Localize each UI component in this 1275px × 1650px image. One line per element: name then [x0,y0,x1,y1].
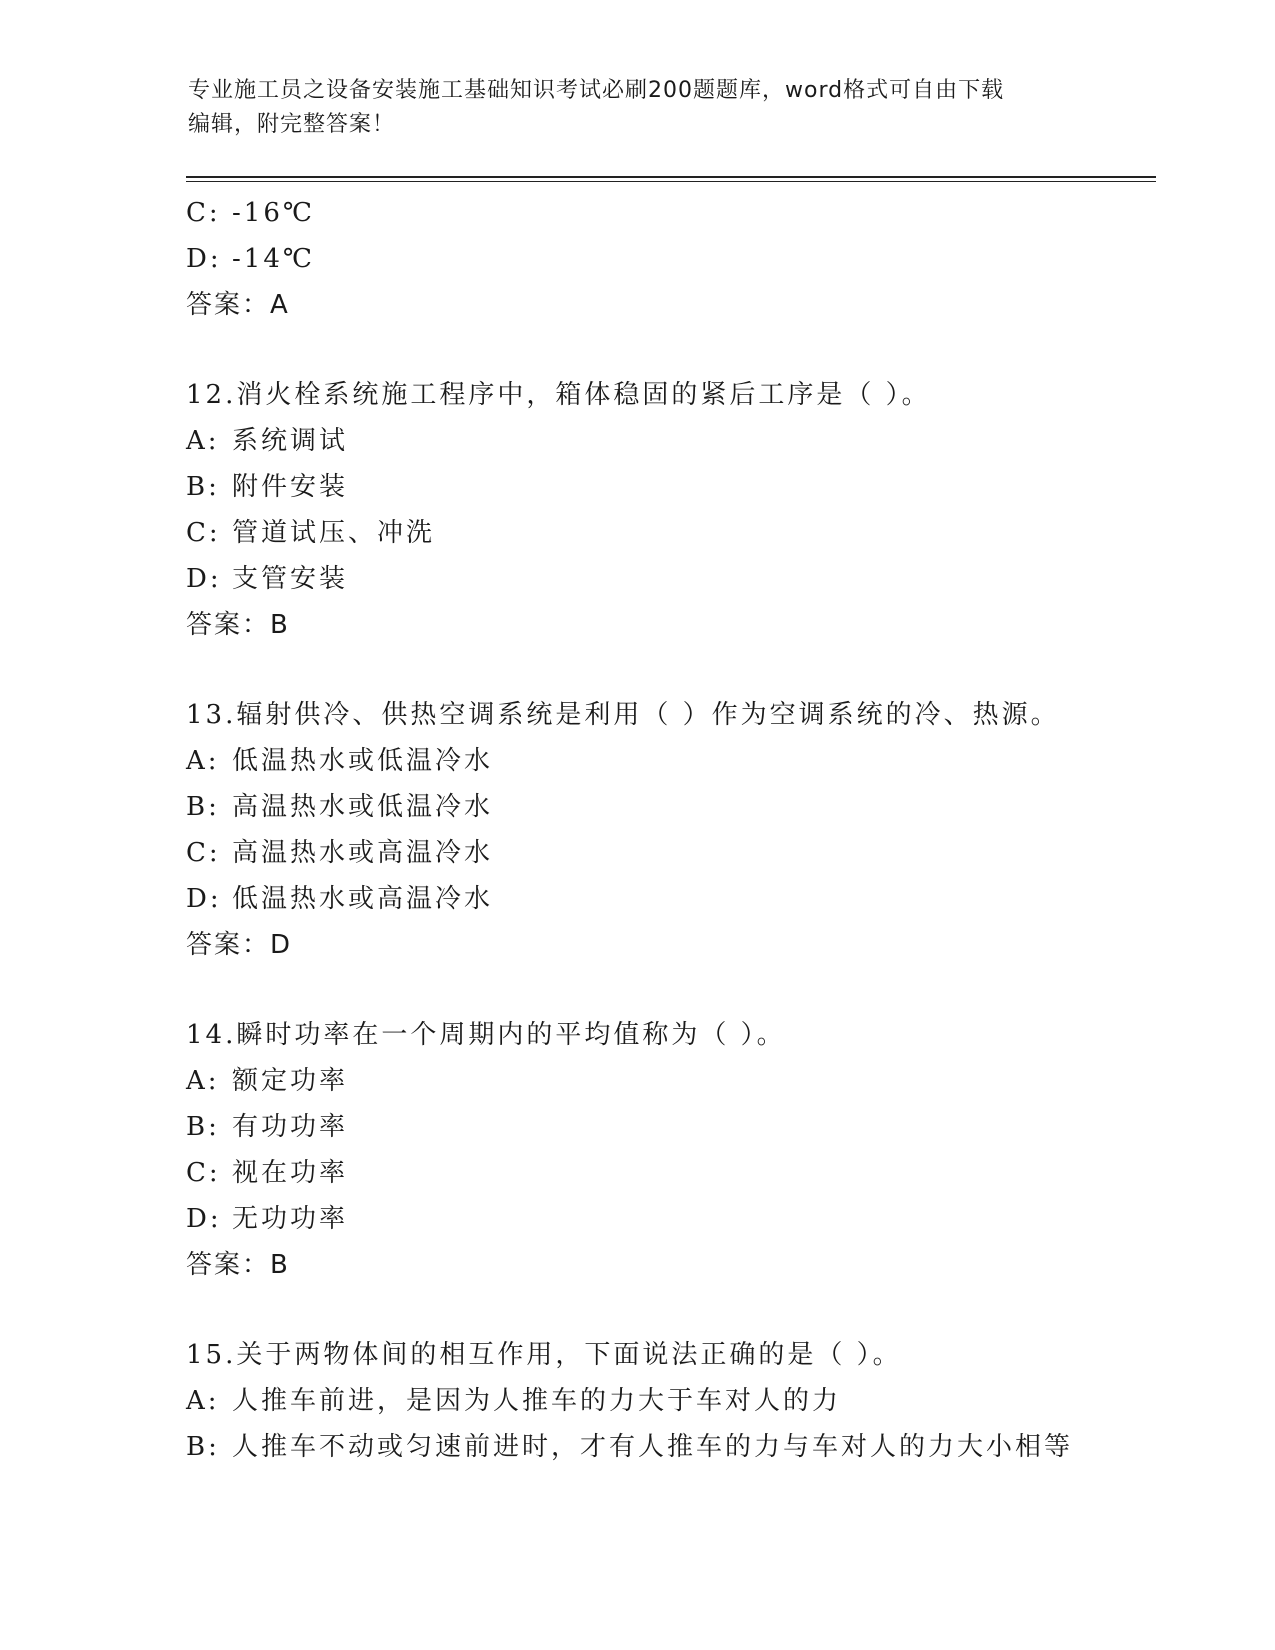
question-stem: 15.关于两物体间的相互作用，下面说法正确的是（ ）。 [186,1340,902,1370]
question-stem: 12.消火栓系统施工程序中，箱体稳固的紧后工序是（ ）。 [186,380,931,410]
option-prefix: B: [186,472,220,502]
option-text: 支管安装 [232,564,349,594]
option-text: 高温热水或低温冷水 [232,792,494,822]
option-prefix: A: [186,746,220,776]
option-c [186,830,1166,876]
option-text: -14℃ [232,244,315,274]
option-b [186,1424,1166,1470]
option-a [186,738,1166,784]
option-d [186,556,1166,602]
answer-line: 答案：B [186,610,290,640]
document-header [188,74,1078,142]
question-block [186,692,1166,968]
option-a [186,418,1166,464]
option-prefix: D: [186,564,222,594]
option-prefix: B: [186,792,220,822]
header-divider [186,176,1156,183]
option-d [186,876,1166,922]
option-text: 人推车前进，是因为人推车的力大于车对人的力 [232,1386,842,1416]
option-c [186,190,1166,236]
option-c [186,510,1166,556]
question-block [186,372,1166,648]
option-prefix: A: [186,1386,220,1416]
option-prefix: C: [186,198,221,228]
option-text: -16℃ [232,198,315,228]
option-text: 无功功率 [232,1204,349,1234]
question-stem: 13.辐射供冷、供热空调系统是利用（ ）作为空调系统的冷、热源。 [186,700,1060,730]
option-prefix: B: [186,1432,220,1462]
option-text: 视在功率 [232,1158,349,1188]
header-line-1: 专业施工员之设备安装施工基础知识考试必刷200题题库，word格式可自由下载 [188,78,1005,103]
answer-line: 答案：A [186,290,290,320]
option-prefix: A: [186,1066,220,1096]
question-block [186,1012,1166,1288]
answer-line: 答案：B [186,1250,290,1280]
divider-thick-line [186,176,1156,178]
option-text: 管道试压、冲洗 [232,518,436,548]
question-stem: 14.瞬时功率在一个周期内的平均值称为（ ）。 [186,1020,786,1050]
option-b [186,464,1166,510]
option-prefix: D: [186,244,222,274]
option-text: 系统调试 [232,426,349,456]
option-text: 附件安装 [232,472,349,502]
option-prefix: D: [186,884,222,914]
question-fragment [186,190,1166,328]
option-prefix: D: [186,1204,222,1234]
option-prefix: C: [186,1158,221,1188]
question-list [186,190,1166,1470]
option-prefix: C: [186,518,221,548]
option-text: 有功功率 [232,1112,349,1142]
divider-thin-line [186,181,1156,182]
option-text: 额定功率 [232,1066,349,1096]
header-line-2: 编辑，附完整答案！ [188,112,396,137]
option-d [186,236,1166,282]
option-b [186,1104,1166,1150]
question-block [186,1332,1166,1470]
option-a [186,1378,1166,1424]
option-text: 人推车不动或匀速前进时，才有人推车的力与车对人的力大小相等 [232,1432,1074,1462]
option-text: 高温热水或高温冷水 [232,838,494,868]
option-prefix: B: [186,1112,220,1142]
option-prefix: C: [186,838,221,868]
option-text: 低温热水或低温冷水 [232,746,494,776]
option-a [186,1058,1166,1104]
option-d [186,1196,1166,1242]
option-text: 低温热水或高温冷水 [232,884,494,914]
option-b [186,784,1166,830]
answer-line: 答案：D [186,930,293,960]
option-prefix: A: [186,426,220,456]
option-c [186,1150,1166,1196]
